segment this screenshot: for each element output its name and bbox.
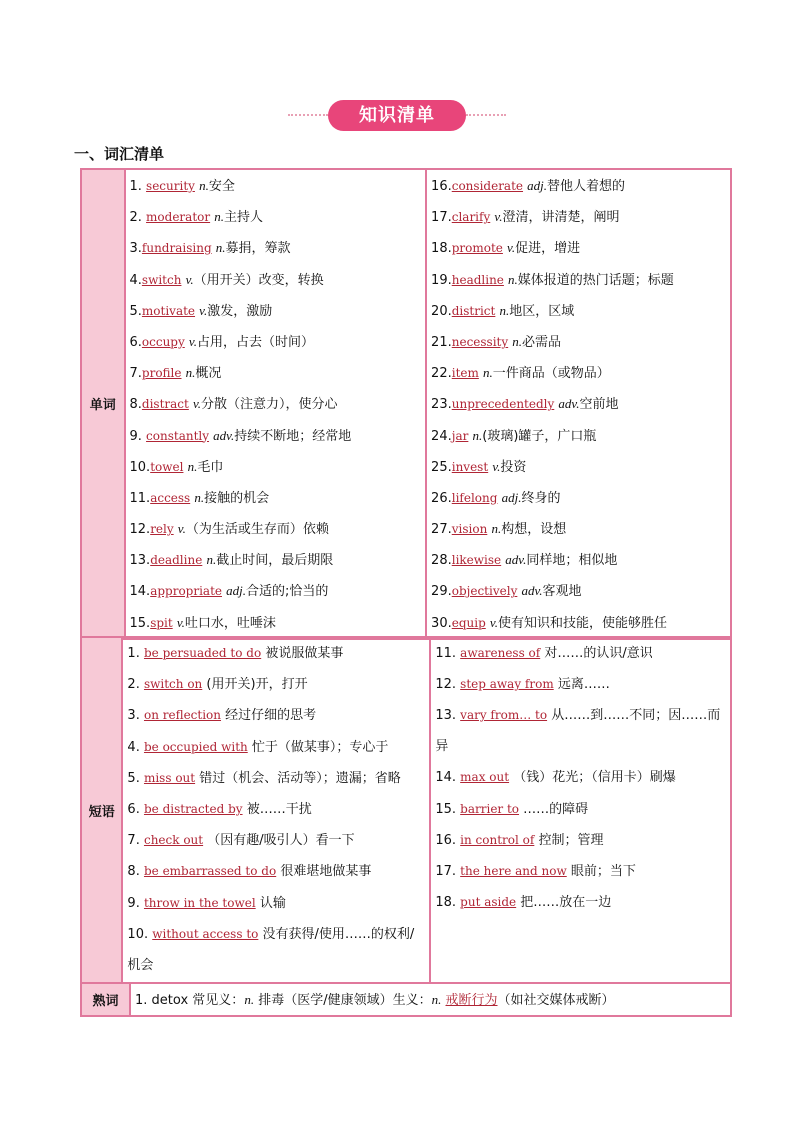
item-number: 25. bbox=[431, 459, 452, 475]
meaning: 眼前；当下 bbox=[570, 863, 636, 879]
answer: awareness of bbox=[460, 646, 541, 660]
part-of-speech: n. bbox=[187, 458, 198, 474]
meaning: 促进，增进 bbox=[515, 241, 581, 257]
part-of-speech: adj. bbox=[527, 178, 548, 193]
part-of-speech: adv. bbox=[558, 396, 580, 412]
meaning: 客观地 bbox=[542, 584, 582, 600]
meaning: 错过（机会、活动等）；遗漏；省略 bbox=[199, 770, 401, 786]
phrase-item bbox=[435, 669, 726, 700]
answer: step away from bbox=[460, 677, 554, 692]
part-of-speech: n. bbox=[483, 365, 493, 381]
answer: on reflection bbox=[143, 708, 222, 723]
word-item bbox=[130, 607, 422, 638]
item-number: 10. bbox=[129, 459, 151, 475]
meaning: 募捐，筹款 bbox=[225, 241, 291, 257]
answer: equip bbox=[451, 615, 486, 630]
phrase-item bbox=[127, 638, 425, 669]
phrases-left-column bbox=[122, 637, 430, 983]
meaning: 远离…… bbox=[557, 677, 610, 693]
item-number: 11. bbox=[129, 490, 151, 506]
part-of-speech: n. bbox=[472, 427, 483, 443]
new-note: （如社交媒体戒断） bbox=[497, 993, 615, 1008]
phrases-table bbox=[80, 636, 732, 984]
part-of-speech: v. bbox=[188, 333, 197, 349]
word-item bbox=[130, 420, 422, 451]
meaning: 终身的 bbox=[521, 490, 561, 506]
meaning: 地区，区域 bbox=[509, 303, 575, 319]
meaning: 替他人着想的 bbox=[547, 179, 626, 194]
meaning: 一件商品（或物品） bbox=[492, 366, 610, 382]
word-item bbox=[431, 513, 726, 544]
category-familiar: 熟词 bbox=[81, 983, 130, 1016]
item-number: 1. bbox=[127, 646, 144, 661]
word-item bbox=[130, 326, 422, 357]
meaning: 投资 bbox=[500, 459, 527, 475]
phrase-item bbox=[435, 856, 726, 887]
word-item bbox=[130, 201, 422, 232]
item-number: 13. bbox=[435, 708, 461, 724]
part-of-speech: v. bbox=[507, 240, 516, 256]
meaning: 对……的认识/意识 bbox=[544, 646, 653, 661]
meaning: 澄清，讲清楚，阐明 bbox=[502, 210, 620, 226]
item-number: 30. bbox=[431, 615, 452, 631]
meaning: 分散（注意力），使分心 bbox=[201, 397, 338, 413]
item-number: 10. bbox=[127, 926, 153, 942]
word-item bbox=[431, 482, 726, 513]
meaning: 主持人 bbox=[224, 210, 264, 226]
answer: lifelong bbox=[451, 490, 498, 505]
item-number: 6. bbox=[129, 334, 142, 350]
phrase-item bbox=[127, 732, 425, 763]
answer: towel bbox=[150, 459, 184, 474]
part-of-speech: adv. bbox=[213, 427, 235, 443]
answer: invest bbox=[451, 459, 489, 474]
answer: promote bbox=[451, 241, 503, 256]
part-of-speech: n. bbox=[199, 178, 209, 193]
word-item bbox=[130, 264, 422, 295]
word-item bbox=[431, 544, 726, 575]
item-number: 23. bbox=[431, 397, 452, 413]
answer: deadline bbox=[150, 553, 203, 568]
item-number: 22. bbox=[431, 366, 452, 382]
words-right-column bbox=[426, 169, 731, 639]
phrase-item bbox=[127, 856, 425, 887]
word-item bbox=[130, 575, 422, 606]
word-item bbox=[130, 544, 422, 575]
item-number: 19. bbox=[431, 272, 452, 288]
word-item bbox=[431, 201, 726, 232]
item-number: 16. bbox=[435, 832, 461, 848]
word-item bbox=[130, 295, 422, 326]
phrase-item bbox=[435, 887, 726, 918]
common-label: 常见义： bbox=[192, 993, 245, 1008]
words-left-column bbox=[125, 169, 427, 639]
item-number: 5. bbox=[127, 770, 144, 786]
answer: be embarrassed to do bbox=[143, 864, 277, 879]
part-of-speech: n. bbox=[194, 489, 205, 505]
item-number: 9. bbox=[129, 428, 147, 444]
familiar-table bbox=[80, 982, 732, 1017]
meaning: 被……干扰 bbox=[246, 801, 312, 817]
item-number: 14. bbox=[435, 770, 461, 786]
answer: likewise bbox=[451, 553, 502, 568]
meaning: 激发，激励 bbox=[207, 303, 273, 319]
meaning: 构想，设想 bbox=[501, 522, 567, 538]
part-of-speech: adj. bbox=[226, 583, 247, 599]
answer: be persuaded to do bbox=[143, 646, 262, 660]
item-number: 8. bbox=[129, 397, 142, 413]
answer: item bbox=[451, 366, 479, 381]
answer: miss out bbox=[143, 770, 196, 785]
word-item bbox=[431, 575, 726, 606]
familiar-word: detox bbox=[151, 993, 189, 1008]
part-of-speech: n. bbox=[512, 333, 523, 349]
answer: be distracted by bbox=[143, 801, 243, 816]
item-number: 3. bbox=[127, 708, 144, 724]
item-number: 1. bbox=[135, 993, 152, 1008]
banner-dotted-line-left bbox=[288, 114, 328, 116]
word-item bbox=[431, 232, 726, 263]
new-label: 生义： bbox=[392, 993, 432, 1008]
meaning: （钱）花光；（信用卡）刷爆 bbox=[513, 770, 676, 786]
category-words: 单词 bbox=[81, 169, 125, 639]
item-number: 26. bbox=[431, 490, 452, 506]
item-number: 11. bbox=[435, 646, 461, 661]
word-item bbox=[130, 170, 422, 201]
phrase-item bbox=[127, 669, 425, 700]
answer: considerate bbox=[451, 179, 524, 193]
meaning: （为生活或生存而）依赖 bbox=[185, 522, 329, 538]
word-item bbox=[431, 295, 726, 326]
answer: without access to bbox=[152, 926, 259, 941]
answer: max out bbox=[460, 770, 510, 785]
item-number: 4. bbox=[127, 739, 144, 755]
part-of-speech: adj. bbox=[501, 489, 522, 505]
answer: clarify bbox=[451, 210, 491, 225]
part-of-speech: n. bbox=[206, 552, 217, 568]
item-number: 2. bbox=[129, 210, 147, 226]
part-of-speech: v. bbox=[492, 458, 501, 474]
part-of-speech: v. bbox=[185, 271, 194, 287]
item-number: 5. bbox=[129, 303, 142, 319]
phrase-item bbox=[435, 762, 726, 793]
meaning: 概况 bbox=[195, 366, 222, 382]
phrases-right-column bbox=[430, 637, 731, 983]
item-number: 15. bbox=[435, 801, 461, 817]
word-item bbox=[130, 451, 422, 482]
item-number: 16. bbox=[431, 179, 452, 194]
meaning: 安全 bbox=[208, 179, 235, 194]
answer: security bbox=[146, 179, 195, 193]
item-number: 7. bbox=[129, 366, 142, 382]
part-of-speech: n. bbox=[499, 302, 510, 318]
part-of-speech: n. bbox=[491, 521, 502, 537]
answer: occupy bbox=[141, 334, 185, 349]
answer: profile bbox=[141, 366, 182, 381]
meaning: 吐口水，吐唾沫 bbox=[184, 615, 276, 631]
item-number: 29. bbox=[431, 584, 452, 600]
answer: district bbox=[451, 303, 496, 318]
answer: vision bbox=[451, 522, 488, 537]
item-number: 17. bbox=[435, 863, 461, 879]
answer: vary from… to bbox=[460, 708, 548, 723]
part-of-speech: v. bbox=[192, 396, 202, 412]
answer: distract bbox=[141, 397, 189, 412]
item-number: 14. bbox=[129, 584, 151, 600]
new-pos: n. bbox=[431, 992, 442, 1007]
answer: rely bbox=[150, 522, 174, 537]
meaning: 空前地 bbox=[579, 397, 619, 413]
answer: headline bbox=[451, 272, 504, 287]
answer: in control of bbox=[460, 832, 535, 847]
word-item bbox=[130, 513, 422, 544]
category-phrases: 短语 bbox=[81, 637, 122, 983]
meaning: 经过仔细的思考 bbox=[225, 708, 317, 724]
word-item bbox=[431, 607, 726, 638]
word-item bbox=[431, 264, 726, 295]
title-banner bbox=[0, 100, 794, 132]
answer: appropriate bbox=[150, 584, 222, 599]
phrase-item bbox=[127, 825, 425, 856]
meaning: ……的障碍 bbox=[523, 801, 589, 817]
phrase-item bbox=[435, 638, 726, 669]
answer: objectively bbox=[451, 584, 518, 599]
item-number: 21. bbox=[431, 334, 452, 350]
item-number: 1. bbox=[129, 179, 147, 194]
item-number: 12. bbox=[435, 677, 461, 693]
word-item bbox=[431, 357, 726, 388]
meaning: 控制；管理 bbox=[538, 832, 604, 848]
answer: constantly bbox=[146, 428, 210, 443]
answer: switch bbox=[141, 272, 182, 287]
part-of-speech: v. bbox=[199, 302, 208, 318]
meaning: 从……到……不同；因……而异 bbox=[435, 708, 721, 755]
item-number: 3. bbox=[129, 241, 142, 257]
phrase-item bbox=[127, 700, 425, 731]
part-of-speech: n. bbox=[508, 271, 518, 287]
meaning: 认输 bbox=[259, 895, 286, 911]
answer: be occupied with bbox=[143, 739, 248, 754]
meaning: （用开关）改变，转换 bbox=[193, 272, 324, 288]
word-item bbox=[431, 170, 726, 201]
meaning: 接触的机会 bbox=[204, 490, 270, 506]
meaning: 没有获得/使用……的权利/机会 bbox=[127, 926, 415, 973]
part-of-speech: v. bbox=[489, 614, 498, 630]
phrase-item bbox=[127, 888, 425, 919]
word-item bbox=[130, 232, 422, 263]
answer: 戒断行为 bbox=[445, 993, 498, 1008]
answer: the here and now bbox=[460, 863, 567, 878]
answer: necessity bbox=[451, 334, 509, 349]
section-title: 一、词汇清单 bbox=[74, 145, 165, 163]
phrase-item bbox=[435, 794, 726, 825]
answer: throw in the towel bbox=[143, 895, 256, 910]
meaning: （因有趣/吸引人）看一下 bbox=[207, 833, 355, 849]
phrase-item bbox=[435, 700, 726, 762]
answer: check out bbox=[143, 833, 204, 848]
answer: motivate bbox=[141, 303, 196, 318]
familiar-item bbox=[135, 984, 726, 1015]
phrase-item bbox=[435, 825, 726, 856]
banner-dotted-line-right bbox=[466, 114, 506, 116]
item-number: 24. bbox=[431, 428, 452, 444]
meaning: (玻璃)罐子，广口瓶 bbox=[482, 428, 597, 444]
word-item bbox=[130, 388, 422, 419]
meaning: 同样地；相似地 bbox=[526, 553, 618, 569]
banner-title: 知识清单 bbox=[328, 100, 466, 131]
answer: barrier to bbox=[460, 801, 520, 816]
meaning: 媒体报道的热门话题；标题 bbox=[517, 272, 674, 288]
meaning: 合适的;恰当的 bbox=[246, 584, 329, 600]
words-table bbox=[80, 168, 732, 640]
common-pos: n. bbox=[244, 992, 255, 1007]
item-number: 15. bbox=[129, 615, 151, 631]
item-number: 6. bbox=[127, 801, 144, 817]
part-of-speech: n. bbox=[214, 209, 224, 225]
phrase-item bbox=[127, 763, 425, 794]
meaning: 把……放在一边 bbox=[520, 895, 612, 911]
answer: spit bbox=[150, 615, 173, 630]
part-of-speech: v. bbox=[177, 521, 186, 537]
item-number: 27. bbox=[431, 522, 452, 538]
item-number: 9. bbox=[127, 895, 144, 911]
meaning: 忙于（做某事）；专心于 bbox=[251, 739, 389, 755]
phrase-item bbox=[127, 794, 425, 825]
item-number: 13. bbox=[129, 553, 151, 569]
meaning: 必需品 bbox=[522, 334, 562, 350]
item-number: 4. bbox=[129, 272, 142, 288]
common-meaning: 排毒（医学/健康领域） bbox=[258, 993, 393, 1008]
part-of-speech: adv. bbox=[521, 583, 543, 599]
item-number: 7. bbox=[127, 833, 144, 849]
part-of-speech: n. bbox=[185, 365, 196, 381]
answer: access bbox=[150, 490, 191, 505]
answer: unprecedentedly bbox=[451, 397, 555, 412]
word-item bbox=[130, 357, 422, 388]
word-item bbox=[130, 482, 422, 513]
item-number: 18. bbox=[435, 895, 461, 911]
item-number: 18. bbox=[431, 241, 452, 257]
meaning: (用开关)开，打开 bbox=[206, 677, 308, 693]
word-item bbox=[431, 326, 726, 357]
item-number: 17. bbox=[431, 210, 452, 226]
phrase-item bbox=[127, 919, 425, 981]
answer: put aside bbox=[460, 895, 517, 910]
item-number: 2. bbox=[127, 677, 144, 693]
answer: jar bbox=[451, 428, 469, 443]
item-number: 28. bbox=[431, 553, 452, 569]
part-of-speech: adv. bbox=[505, 552, 527, 568]
meaning: 截止时间，最后期限 bbox=[216, 553, 334, 569]
answer: fundraising bbox=[141, 241, 212, 256]
meaning: 占用，占去（时间） bbox=[196, 334, 314, 350]
meaning: 持续不断地；经常地 bbox=[234, 428, 352, 444]
meaning: 毛巾 bbox=[197, 459, 224, 475]
item-number: 8. bbox=[127, 864, 144, 880]
answer: moderator bbox=[146, 210, 211, 225]
part-of-speech: v. bbox=[176, 614, 185, 630]
part-of-speech: n. bbox=[215, 240, 226, 256]
meaning: 使有知识和技能，使能够胜任 bbox=[497, 615, 667, 631]
part-of-speech: v. bbox=[494, 209, 503, 225]
meaning: 很难堪地做某事 bbox=[280, 864, 372, 880]
word-item bbox=[431, 451, 726, 482]
word-item bbox=[431, 420, 726, 451]
word-item bbox=[431, 388, 726, 419]
meaning: 被说服做某事 bbox=[265, 646, 344, 661]
item-number: 12. bbox=[129, 522, 151, 538]
familiar-row bbox=[130, 983, 731, 1016]
item-number: 20. bbox=[431, 303, 452, 319]
answer: switch on bbox=[143, 677, 203, 692]
